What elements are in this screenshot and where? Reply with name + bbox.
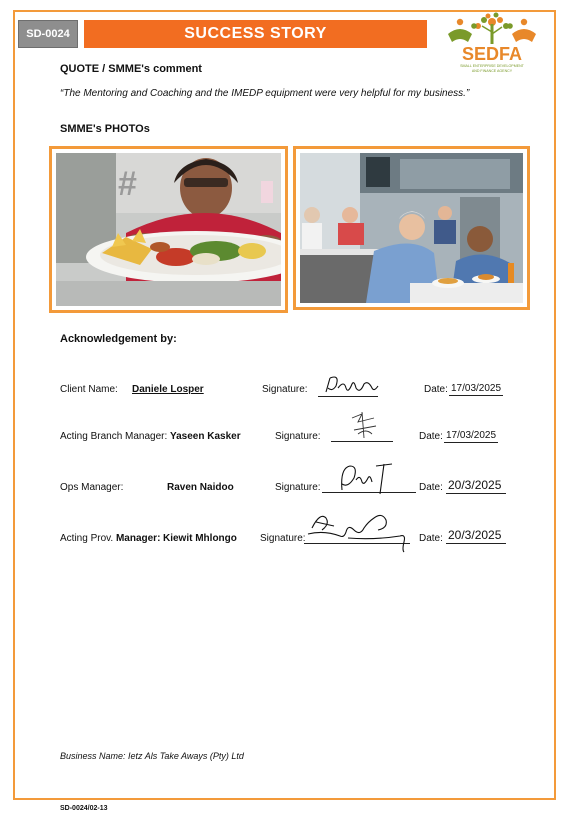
sedfa-logo [438,12,546,74]
prov-manager-role-title: Manager: [115,533,161,544]
logo-wordmark: SEDFA [461,44,523,64]
ops-manager-date-label: Date: [419,482,443,493]
branch-manager-date: 17/03/2025 [446,430,497,441]
client-name: Daniele Losper [132,384,204,395]
ops-manager-name: Raven Naidoo [167,482,234,493]
client-date-label: Date: [424,384,448,395]
photo-customers-dining [293,146,530,310]
branch-manager-signature-label: Signature: [275,431,321,442]
prov-manager-signature-label: Signature: [260,533,306,544]
branch-manager-role-label: Acting Branch Manager: [60,431,168,442]
prov-manager-name: Kiewit Mhlongo [163,533,237,544]
prov-manager-date: 20/3/2025 [446,528,506,544]
success-story-banner: SUCCESS STORY [84,20,427,48]
photos-heading: SMME's PHOTOs [60,123,150,135]
client-date: 17/03/2025 [451,383,502,394]
photo-owner-image [56,153,281,306]
prov-manager-role-label [60,533,160,544]
quote-text: “The Mentoring and Coaching and the IMEDP equipment were very helpful for my business.” [60,88,470,99]
svg-text:#: # [118,165,137,203]
prov-manager-date-label: Date: [419,533,443,544]
document-id-badge: SD-0024 [18,20,78,48]
ops-manager-role-label: Ops Manager: [60,482,124,493]
logo-subtitle-2: AND FINANCE AGENCY [471,69,513,73]
branch-manager-name: Yaseen Kasker [170,431,241,442]
ops-manager-signature-mark [334,460,398,496]
client-role-label: Client Name: [60,384,118,395]
ops-manager-signature-label: Signature: [275,482,321,493]
branch-manager-signature-mark [344,408,388,442]
client-signature-mark [320,370,382,398]
prov-manager-signature-mark [304,508,410,554]
tree-icon [475,13,509,45]
quote-heading: QUOTE / SMME's comment [60,63,202,75]
business-name: Business Name: Ietz Als Take Aways (Pty) Ltd [60,751,244,761]
logo-subtitle-1: SMALL ENTERPRISE DEVELOPMENT [460,64,524,68]
client-signature-label: Signature: [262,384,308,395]
acknowledgement-heading: Acknowledgement by: [60,333,177,345]
photo-owner-with-plate [49,146,288,313]
photo-dining-image [300,153,523,303]
prov-manager-role-prefix: Acting Prov. [60,533,114,544]
branch-manager-date-label: Date: [419,431,443,442]
sedfa-logo-icon [438,12,546,74]
ops-manager-date: 20/3/2025 [446,478,506,494]
document-code: SD-0024/02-13 [60,805,108,812]
